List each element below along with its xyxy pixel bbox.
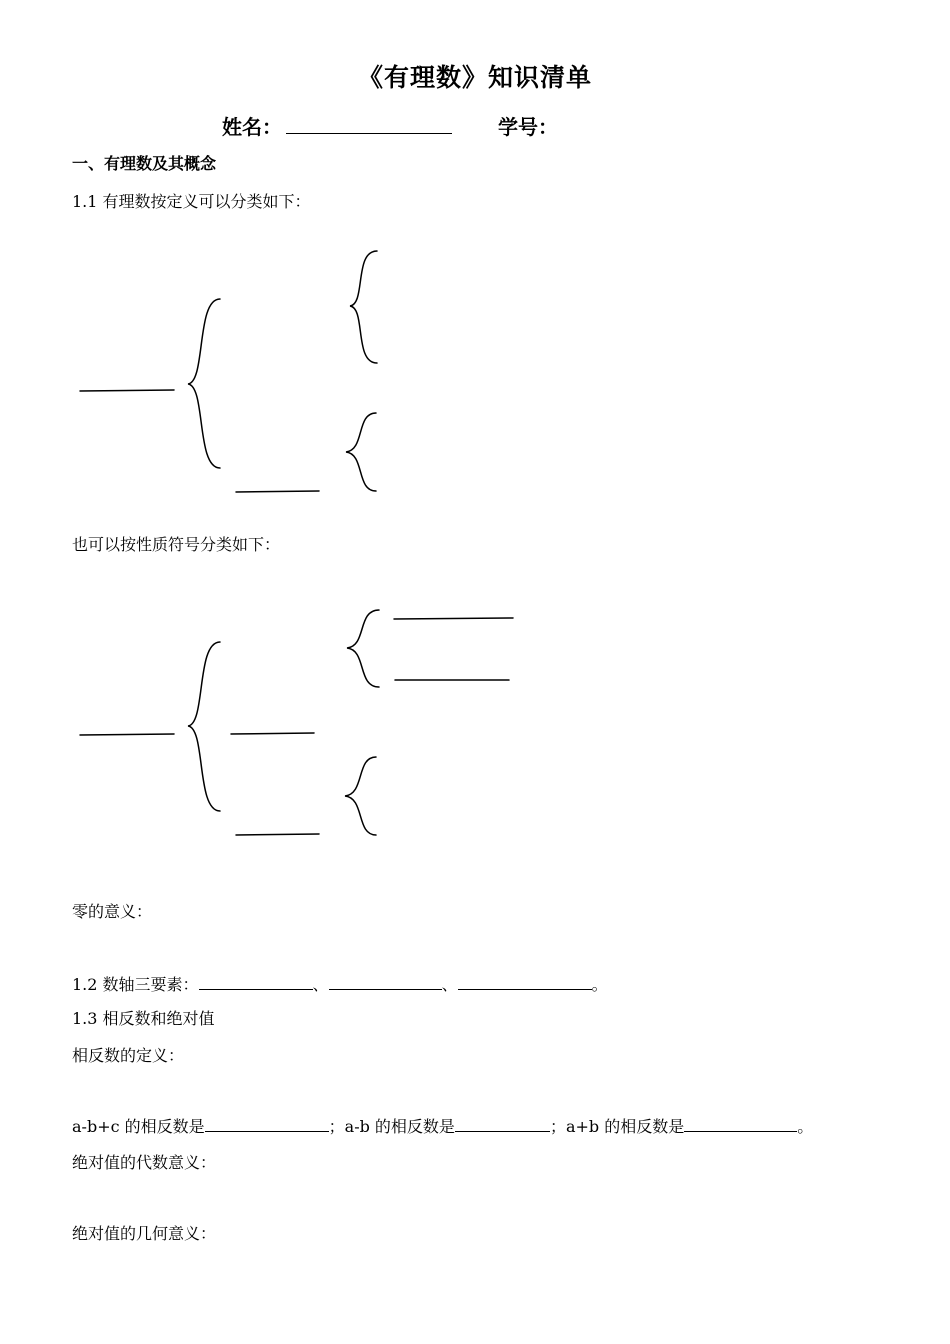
main-brace-2 [188,642,220,811]
zero-meaning: 零的意义： [72,902,153,921]
period: 。 [591,975,608,994]
opp-blank-3[interactable] [684,1117,797,1132]
opp-expr-1: a-b+c 的相反数是 [72,1117,205,1136]
s1-1-text: 1.1 有理数按定义可以分类如下： [72,192,311,211]
sign-class-text: 也可以按性质符号分类如下： [72,535,281,554]
opp-blank-1[interactable] [205,1117,329,1132]
period-2: 。 [797,1117,814,1136]
number-line-blank-3[interactable] [458,975,592,990]
upper-brace-2 [347,610,379,687]
opp-expr-3: ；a+b 的相反数是 [549,1117,685,1136]
name-label: 姓名： [222,115,282,139]
dun-separator-2: 、 [441,975,458,994]
dun-separator-1: 、 [312,975,329,994]
opposite-exercise-row [72,1114,813,1137]
s1-3-label: 1.3 相反数和绝对值 [72,1009,215,1028]
section-1-heading: 一、有理数及其概念 [72,154,217,173]
opp-blank-2[interactable] [455,1117,550,1132]
lower-brace-2 [345,757,376,835]
abs-algebraic: 绝对值的代数意义： [72,1153,217,1172]
lower-blank-line-2 [236,834,319,835]
number-line-blank-1[interactable] [199,975,313,990]
page-title: 《有理数》知识清单 [357,63,592,92]
root-blank-line-2 [80,734,174,735]
id-label: 学号： [498,115,558,139]
number-line-row [72,972,608,995]
upper-item-blank-1 [394,618,513,619]
number-line-blank-2[interactable] [329,975,442,990]
abs-geometric: 绝对值的几何意义： [72,1224,217,1243]
opp-expr-2: ；a-b 的相反数是 [328,1117,455,1136]
middle-blank-line [231,733,314,734]
s1-2-label: 1.2 数轴三要素： [72,975,199,994]
opposite-definition: 相反数的定义： [72,1046,185,1065]
